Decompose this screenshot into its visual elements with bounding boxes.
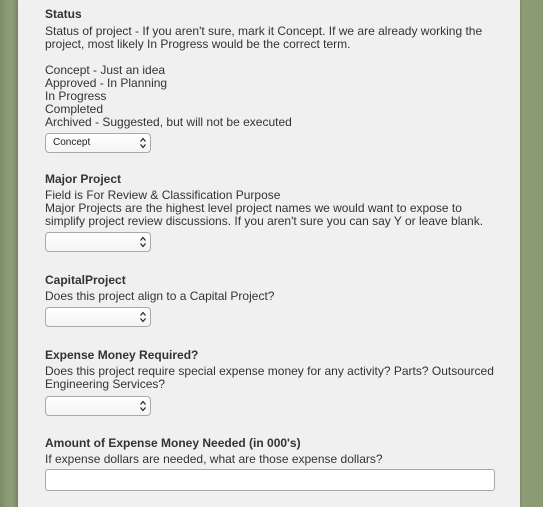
up-down-chevron-icon xyxy=(140,400,146,412)
capital-project-description: Does this project align to a Capital Project? xyxy=(45,289,275,303)
status-option-concept: Concept - Just an idea xyxy=(45,63,166,77)
status-description: Status of project - If you aren't sure, mark it Concept. If we are already working the project, most likely In Progress would be the correct term. xyxy=(45,24,483,51)
major-project-title: Major Project xyxy=(45,172,122,186)
status-option-approved: Approved - In Planning xyxy=(45,76,168,90)
status-select-value: Concept xyxy=(53,137,91,148)
capital-project-title: CapitalProject xyxy=(45,273,126,287)
form-panel xyxy=(18,0,520,507)
status-options-list xyxy=(45,64,515,129)
major-project-description-1: Field is For Review & Classification Purpose xyxy=(45,188,281,202)
up-down-chevron-icon xyxy=(140,311,146,323)
status-option-archived: Archived - Suggested, but will not be executed xyxy=(45,115,292,129)
up-down-chevron-icon xyxy=(140,137,146,149)
expense-amount-description: If expense dollars are needed, what are those expense dollars? xyxy=(45,452,383,466)
expense-money-section xyxy=(45,349,515,391)
up-down-chevron-icon xyxy=(140,236,146,248)
expense-amount-input[interactable] xyxy=(45,469,495,491)
expense-amount-title: Amount of Expense Money Needed (in 000's) xyxy=(45,436,301,450)
capital-project-select[interactable] xyxy=(45,307,151,327)
capital-project-section xyxy=(45,274,515,303)
major-project-description-2: Major Projects are the highest level project names we would want to expose to simplify project review discussions. If you aren't sure you can say Y or leave blank. xyxy=(45,201,484,228)
status-title: Status xyxy=(45,7,82,21)
expense-amount-section xyxy=(45,437,515,466)
expense-money-title: Expense Money Required? xyxy=(45,348,199,362)
major-project-select[interactable] xyxy=(45,232,151,252)
status-option-completed: Completed xyxy=(45,102,104,116)
major-project-section xyxy=(45,173,515,228)
expense-money-select[interactable] xyxy=(45,396,151,416)
status-section xyxy=(45,8,515,129)
expense-money-description: Does this project require special expense money for any activity? Parts? Outsourced Engineering Services? xyxy=(45,364,494,391)
status-option-in-progress: In Progress xyxy=(45,89,107,103)
status-select[interactable] xyxy=(45,133,151,153)
